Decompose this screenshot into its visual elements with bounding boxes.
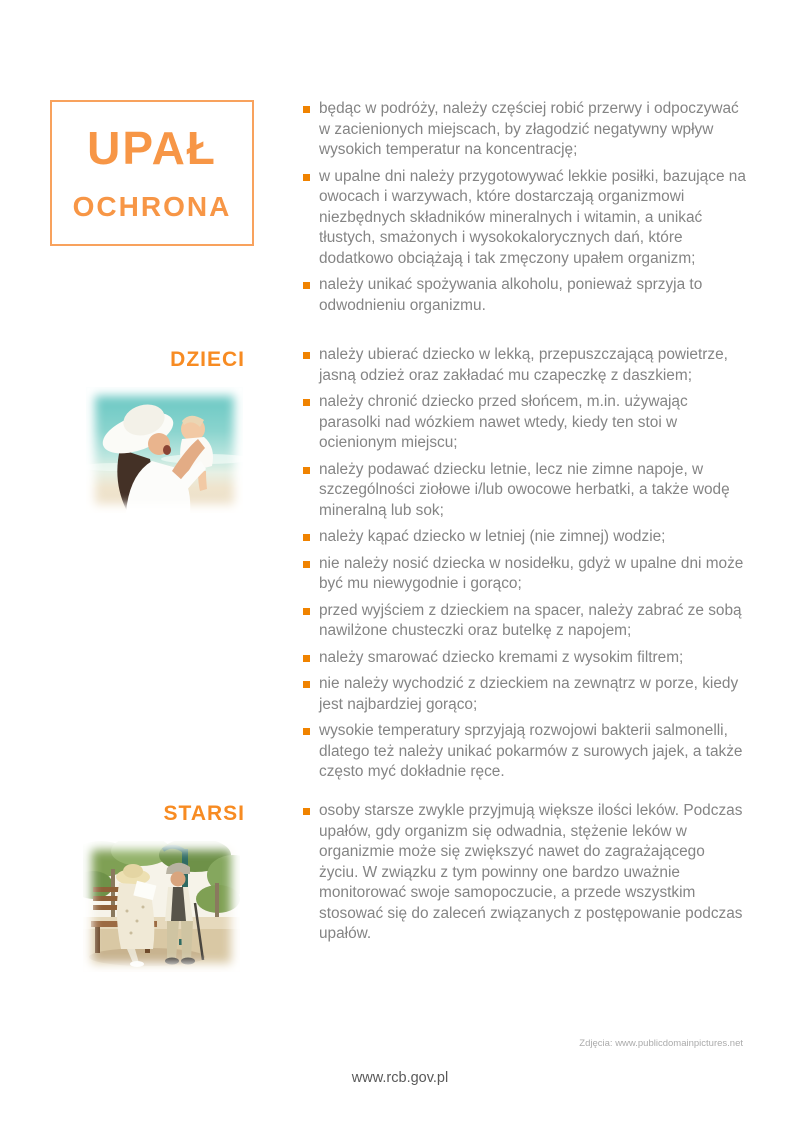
bullet-square-icon <box>303 561 310 568</box>
list-item <box>303 527 746 548</box>
website-url: www.rcb.gov.pl <box>351 1070 449 1086</box>
list-item <box>303 275 746 316</box>
poster-title: UPAŁ <box>87 122 217 174</box>
poster-subtitle: OCHRONA <box>72 191 232 222</box>
bullet-text: należy unikać spożywania alkoholu, ponieważ sprzyja to odwodnieniu organizmu. <box>319 276 703 314</box>
mother-baby-beach-photo <box>86 387 243 513</box>
bullet-square-icon <box>303 174 310 181</box>
bullet-text: w upalne dni należy przygotowywać lekkie posiłki, bazujące na owocach i warzywach, które dostarczają organizmowi niezbędnych składników mineralnych i witamin, a unikać tłustych, smażonych i wysokokalorycznych dań, które dodatkowo obciążają i tak zmęczony upałem organizm; <box>319 167 746 267</box>
list-item <box>303 392 746 454</box>
bullet-text: przed wyjściem z dzieckiem na spacer, należy zabrać ze sobą nawilżone chusteczki oraz butelkę z napojem; <box>319 601 742 639</box>
bullet-square-icon <box>303 352 310 359</box>
section-header-starsi: STARSI <box>163 802 245 825</box>
section-header-dzieci: DZIECI <box>170 348 245 371</box>
list-item <box>303 674 746 715</box>
list-item <box>303 648 746 669</box>
bullet-text: należy podawać dziecku letnie, lecz nie zimne napoje, w szczególności ziołowe i/lub owocowe herbatki, a także wodę mineralną lub sok; <box>319 460 730 519</box>
bullet-square-icon <box>303 655 310 662</box>
bullet-square-icon <box>303 728 310 735</box>
title-box <box>50 100 254 246</box>
bullet-square-icon <box>303 681 310 688</box>
bullet-text: będąc w podróży, należy częściej robić przerwy i odpoczywać w zacienionych miejscach, by złagodzić negatywny wpływ wysokich temperatur na koncentrację; <box>319 100 739 158</box>
bullet-square-icon <box>303 106 310 113</box>
bullet-square-icon <box>303 399 310 406</box>
bullet-text: należy chronić dziecko przed słońcem, m.in. używając parasolki nad wózkiem nawet wtedy, kiedy ten stoi w ocienionym miejscu; <box>319 393 688 451</box>
list-item <box>303 167 746 270</box>
bullet-text: nie należy nosić dziecka w nosidełku, gdyż w upalne dni może być mu niewygodnie i gorąco; <box>319 554 744 592</box>
bullet-text: wysokie temperatury sprzyjają rozwojowi bakterii salmonelli, dlatego też należy unikać pokarmów z surowych jajek, a także często myć dokładnie ręce. <box>319 722 743 780</box>
bullet-text: należy kąpać dziecko w letniej (nie zimnej) wodzie; <box>319 528 666 545</box>
general-advice-list <box>303 99 746 322</box>
children-advice-list <box>303 345 746 789</box>
photo-illustration <box>83 841 240 972</box>
bullet-text: należy smarować dziecko kremami z wysokim filtrem; <box>319 648 684 666</box>
elderly-advice-list <box>303 801 746 951</box>
photo-credit: Zdjęcia: www.publicdomainpictures.net <box>579 1038 743 1049</box>
bullet-square-icon <box>303 467 310 474</box>
photo-illustration <box>86 387 243 513</box>
bullet-text: nie należy wychodzić z dzieckiem na zewnątrz w porze, kiedy jest najbardziej gorąco; <box>319 675 739 713</box>
bullet-square-icon <box>303 534 310 541</box>
bullet-text: osoby starsze zwykle przyjmują większe ilości leków. Podczas upałów, gdy organizm się odwadnia, stężenie leków w organizmie może się zwiększyć nawet do zagrażającego życiu. W związku z tym powinny one bardzo uważnie monitorować swoje samopoczucie, a przede wszystkim stosować się do zaleceń związanych z postępowanie podczas upałów. <box>319 802 743 942</box>
list-item <box>303 601 746 642</box>
list-item <box>303 801 746 945</box>
list-item <box>303 460 746 522</box>
list-item <box>303 99 746 161</box>
elderly-couple-bench-photo <box>83 841 240 972</box>
list-item <box>303 554 746 595</box>
bullet-square-icon <box>303 282 310 289</box>
bullet-square-icon <box>303 608 310 615</box>
bullet-square-icon <box>303 808 310 815</box>
list-item <box>303 345 746 386</box>
bullet-text: należy ubierać dziecko w lekką, przepuszczającą powietrze, jasną odzież oraz zakładać mu czapeczkę z daszkiem; <box>319 346 728 384</box>
list-item <box>303 721 746 783</box>
